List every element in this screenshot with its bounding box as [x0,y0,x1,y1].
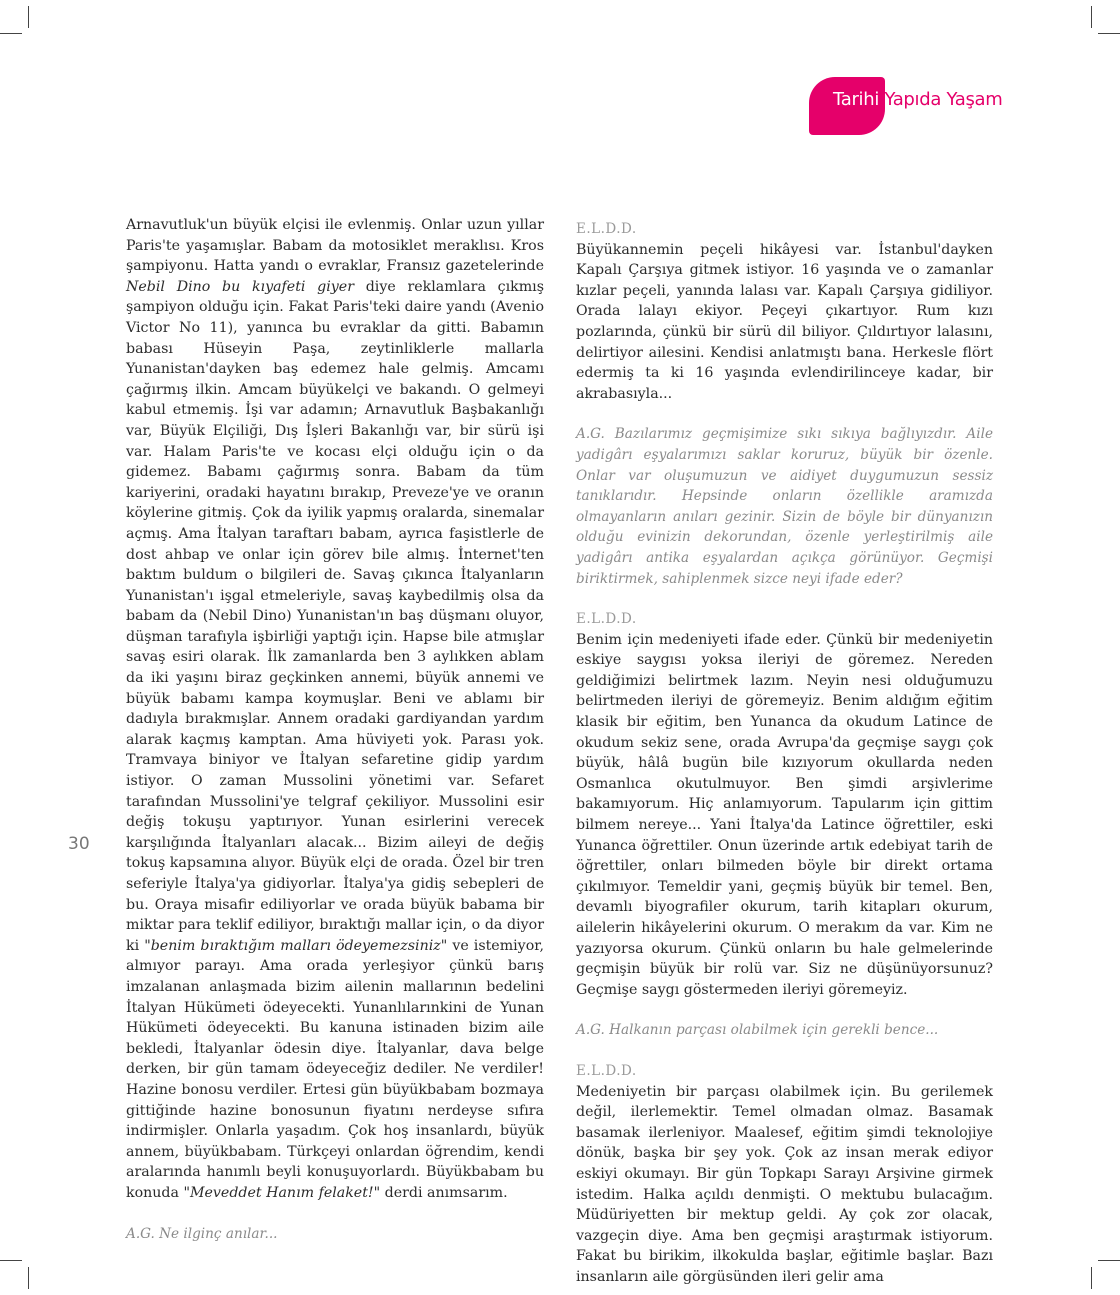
crop-mark-top-left [28,6,29,28]
interviewer-question: A.G. Bazılarımız geçmişimize sıkı sıkıya bağlıyızdır. Aile yadigârı eşyalarımızı saklar koruruz, büyük bir özenle. Onlar var oluşumuzun ve aidiyet duygumuzun sessiz tanıklarıdır. Hepsinde onların özellikle aramızda olmayanların anıları gezinir. Sizin de böyle bir dünyanızın olduğu evinizin dekorundan, özenle yerleştirilmiş aile yadigârı antika eşyalardan açıkça görünüyor. Geçmişi biriktirmek, sahiplenmek sizce neyi ifade eder? [576,426,993,587]
text-run: Arnavutluk'un büyük elçisi ile evlenmiş. Onlar uzun yıllar Paris'te yaşamışlar. Babam da motosiklet meraklısı. Kros şampiyonu. Hatta yandı o evraklar, Fransız gazetelerinde [126,217,544,275]
brand-word-2: Yapıda Yaşam [884,89,1003,110]
left-paragraph [126,215,544,1204]
text-run: ve istemiyor, almıyor parayı. Ama orada yerleşiyor çünkü barış imzalanan anlaşmada bizim ailenin mallarının bedelini İtalyan Hükümeti ödeyecekti. Yunanlılarınkini de Yunan Hükümeti ödeyecekti. Bu kanuna istinaden bizim aile bekledi, İtalyanlar ödesin diye. İtalyanlar, dava belge derken, bir gün tamam ödeyeceğiz dediler. Ne verdiler! Hazine bonosu verdiler. Ertesi gün büyükbabam bozmaya gittiğinde hazine bonosunun fiyatını nerdeyse sıfıra indirmişler. Onlarla yaşadım. Çok hoş insanlardı, büyük annem, büyükbabam. Türkçeyi onlardan öğrendim, kendi aralarında hanımlı beyli konuşuyorlardı. Büyükbabam bu konuda [126,937,544,1201]
brand-title [833,89,1003,110]
answer-paragraph: Büyükannemin peçeli hikâyesi var. İstanbul'dayken Kapalı Çarşıya gitmek istiyor. 16 yaşında ve o zamanlar kızlar peçeli, yanında lalası var. Kapalı Çarşıya gidiliyor. Orada lalayı ekiyor. Peçeyi çıkartıyor. Rum kızı pozlarında, çünkü bir sürü dil biliyor. Çıldırtıyor lalasını, delirtiyor ailesini. Kendisi anlatmıştı bana. Herkesle flört edermiş ta ki 16 yaşında evlendirilinceye kadar, bir akrabasıyla... [576,241,993,402]
crop-mark-top-right [1091,6,1092,28]
text-run-italic: Nebil Dino bu kıyafeti giyer [126,278,354,295]
crop-mark-bottom-right [1091,1267,1092,1289]
crop-mark-bottom-left-h [0,1260,22,1261]
answer-paragraph: Medeniyetin bir parçası olabilmek için. Bu gerilemek değil, ilerlemektir. Temel olmadan olmaz. Basamak basamak ilerleniyor. Maalesef, eğitim şimdi teknolojiye dönük, başka bir şey yok. Çok az insan merak ediyor eskiyi okumayı. Bir gün Topkapı Sarayı Arşivine girmek istedim. Halka açıldı denmişti. O mektubu bulacağım. Müdüriyetten bir mektup geldi. Ay çok zor olacak, vazgeçin diye. Ama ben geçmişi araştırmak istiyorum. Fakat bu birikim, ilkokulda başlar, eğitimle başlar. Bazı insanların aile görgüsünden ileri gelir ama [576,1083,993,1285]
text-run-italic: "Meveddet Hanım felaket!" [183,1184,381,1201]
page-number: 30 [68,834,90,854]
answer-paragraph: Benim için medeniyeti ifade eder. Çünkü bir medeniyetin eskiye saygısı yoksa ileriyi de göremez. Nereden geldiğimizi belirtmek lazım. Neyin nesi olduğumuzu belirtmeden ileriyi de göremeyiz. Benim aldığım eğitim klasik bir eğitim, ben Yunanca da okudum Latince de okudum sekiz sene, orada Avrupa'da geçmişe saygı çok büyük, hâlâ bugün bile kızıyorum okullarda neden Osmanlıca okutulmuyor. Ben şimdi arşivlerime bakamıyorum. Hiç anlamıyorum. Tapularım için gittim bilmem nereye... Yani İtalya'da Latince öğrettiler, eski Yunanca öğrettiler. Onun üzerinde artık edebiyat tarih de öğrettiler, onları bilmeden böyle bir direkt ortama çıkılmıyor. Temeldir yani, geçmiş büyük bir temel. Ben, devamlı biyografiler okurum, tarih kitapları okurum, ailelerin hikâyelerini okurum. O merakım da var. Kim ne yazıyorsa okurum. Çünkü onların bu hale gelmelerinde geçmişin büyük bir rolü var. Siz ne düşünüyorsunuz? Geçmişe saygı göstermeden ileriyi göremeyiz. [576,631,993,998]
interviewer-question: A.G. Halkanın parçası olabilmek için gerekli bence... [576,1022,939,1039]
crop-mark-bottom-left [28,1267,29,1289]
interviewer-question: A.G. Ne ilginç anılar... [126,1225,278,1242]
section-brand [809,77,1009,137]
speaker-label: E.L.D.D. [576,221,637,237]
speaker-label: E.L.D.D. [576,611,637,628]
crop-mark-bottom-right-h [1098,1260,1120,1261]
brand-word-1: Tarihi [833,89,880,110]
right-column [576,219,993,1288]
text-run-italic: "benim bıraktığım malları ödeyemezsiniz" [144,937,448,954]
text-run: diye reklamlara çıkmış şampiyon olduğu için. Fakat Paris'teki daire yandı (Avenio Victor No 11), yanınca bu evraklar da gitti. Babamın babası Hüseyin Paşa, zeytinliklerle mallarla Yunanistan'dayken baş edemez hale gelmiş. Amcamı çağırmış ilkin. Amcam büyükelçi ve bakandı. O gelmeyi kabul etmemiş. İşi var adamın; Arnavutluk Başbakanlığı var, Büyük Elçiliği, Dış İşleri Bakanlığı var, bir sürü işi var. Halam Paris'te ve kocası elçi olduğu için o da gidemez. Babamı çağırmış sonra. Babam da tüm kariyerini, oradaki hayatını bırakıp, Preveze'ye ve oranın köylerine gitmiş. Çok da iyilik yapmış oralarda, sinemalar açmış. Ama İtalyan taraftarı babam, ayrıca faşistlerle de dost ahbap ve onlar için görev bile almış. İnternet'ten baktım buldum o bilgileri de. Savaş çıkınca İtalyanların Yunanistan'ı işgal etmeleriyle, savaş kaybedilmiş olsa da babam da (Nebil Dino) Yunanistan'ın baş düşmanı oluyor, düşman tarafıyla işbirliği yaptığı için. Hapse bile atmışlar savaş esiri olarak. İlk zamanlarda ben 3 aylıkken ablam da iki yaşını biraz geçkinken annemi, büyük annemi ve büyük babamı kampa koymuşlar. Beni ve ablamı bir dadıyla bırakmışlar. Annem oradaki gardiyandan yardım alarak kaçmış kamptan. Ama hüviyeti yok. Parası yok. Tramvaya biniyor ve İtalyan sefaretine gidip yardım istiyor. O zaman Mussolini yönetimi var. Sefaret tarafından Mussolini'ye telgraf çekiliyor. Mussolini esir değiş tokuşu yaptırıyor. Yunan esirlerini verecek karşılığında İtalyanları alacak... Bizim aileyi de değiş tokuş kapsamına alıyor. Büyük elçi de orada. Özel bir tren seferiyle İtalya'ya gidiyorlar. İtalya'ya gidiş sebepleri de bu. Oraya misafir ediliyorlar ve orada büyük babama bir miktar para teklif ediliyor, bıraktığı mallar için, o da diyor ki [126,278,544,954]
speaker-label: E.L.D.D. [576,1062,637,1079]
crop-mark-top-right-h [1098,33,1120,34]
text-run: derdi anımsarım. [380,1184,508,1201]
left-column [126,215,544,1244]
crop-mark-top-left-h [0,33,22,34]
